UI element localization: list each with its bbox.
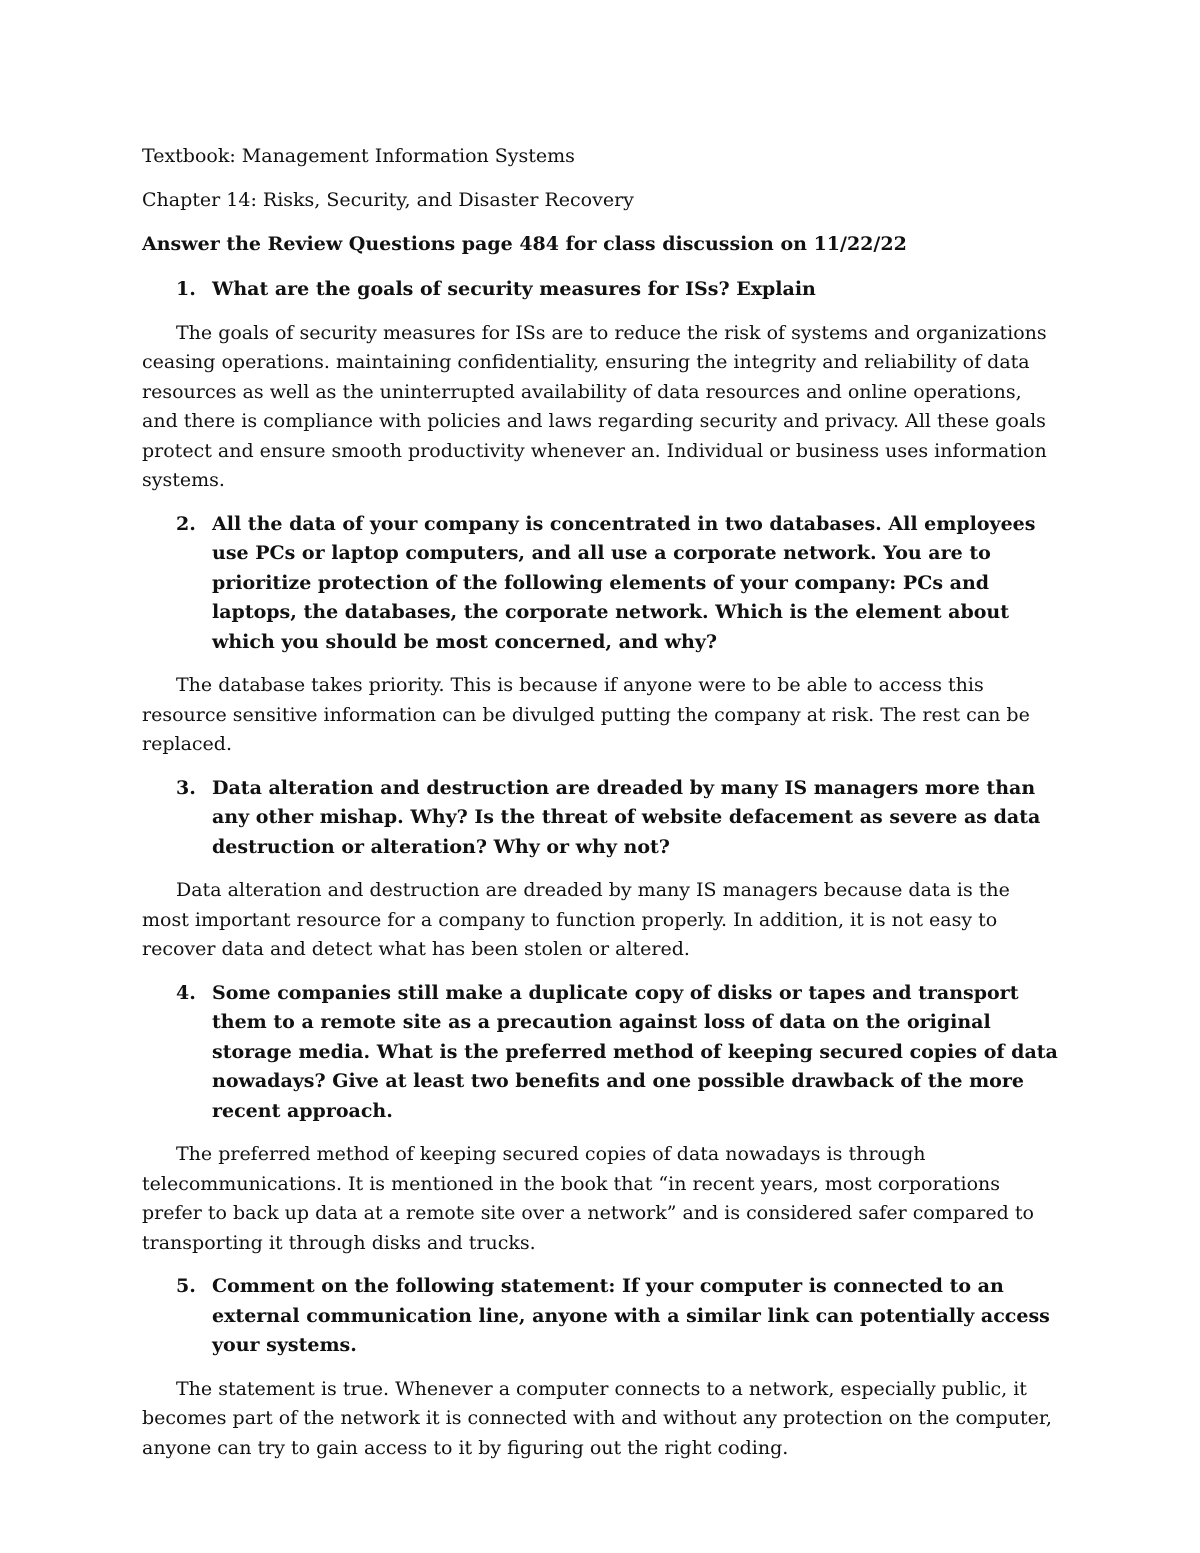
question-number: 2.	[176, 512, 196, 535]
question-block-4	[142, 979, 1062, 1259]
document-body	[142, 143, 1062, 1477]
question-block-3	[142, 774, 1062, 965]
question-1	[142, 275, 1062, 305]
question-number: 3.	[176, 776, 196, 799]
question-text: What are the goals of security measures for ISs? Explain	[212, 278, 816, 300]
question-number: 5.	[176, 1275, 196, 1297]
question-number: 4.	[176, 981, 196, 1004]
question-text: All the data of your company is concentrated in two databases. All employees use PCs or laptop computers, and all use a corporate network. You are to prioritize protection of the following elements of your company: PCs and laptops, the databases, the corporate network. Which is the element about which you should be most concerned, and why?	[212, 512, 1036, 653]
question-3	[142, 774, 1062, 863]
question-2	[142, 510, 1062, 658]
question-block-2	[142, 510, 1062, 760]
question-text: Data alteration and destruction are dreaded by many IS managers more than any other mishap. Why? Is the threat of website defacement as severe as data destruction or alteration? Why or why not?	[212, 776, 1041, 858]
answer-5: The statement is true. Whenever a computer connects to a network, especially public, it becomes part of the network it is connected with and without any protection on the computer, anyone can try to gain access to it by figuring out the right coding.	[142, 1377, 1052, 1459]
question-block-5	[142, 1272, 1062, 1463]
textbook-line: Textbook: Management Information Systems	[142, 145, 575, 167]
answer-1: The goals of security measures for ISs are to reduce the risk of systems and organizations ceasing operations. maintaining confidentiality, ensuring the integrity and reliability of data resources as well as the uninterrupted availability of data resources and online operations, and there is compliance with policies and laws regarding security and privacy. All these goals protect and ensure smooth productivity whenever an. Individual or business uses information systems.	[142, 321, 1047, 491]
instruction-line: Answer the Review Questions page 484 for class discussion on 11/22/22	[142, 233, 907, 255]
question-text: Some companies still make a duplicate copy of disks or tapes and transport them to a remote site as a precaution against loss of data on the original storage media. What is the preferred method of keeping secured copies of data nowadays? Give at least two benefits and one possible drawback of the more recent approach.	[212, 981, 1058, 1122]
chapter-line: Chapter 14: Risks, Security, and Disaster Recovery	[142, 189, 634, 211]
question-block-1	[142, 275, 1062, 496]
question-5	[142, 1272, 1062, 1361]
answer-3: Data alteration and destruction are dreaded by many IS managers because data is the most important resource for a company to function properly. In addition, it is not easy to recover data and detect what has been stolen or altered.	[142, 879, 1010, 960]
answer-2: The database takes priority. This is because if anyone were to be able to access this resource sensitive information can be divulged putting the company at risk. The rest can be replaced.	[142, 674, 1030, 755]
question-number: 1.	[176, 278, 196, 300]
question-text: Comment on the following statement: If your computer is connected to an external communication line, anyone with a similar link can potentially access your systems.	[212, 1275, 1050, 1356]
answer-4: The preferred method of keeping secured copies of data nowadays is through telecommunications. It is mentioned in the book that “in recent years, most corporations prefer to back up data at a remote site over a network” and is considered safer compared to transporting it through disks and trucks.	[142, 1143, 1034, 1254]
question-4	[142, 979, 1062, 1127]
